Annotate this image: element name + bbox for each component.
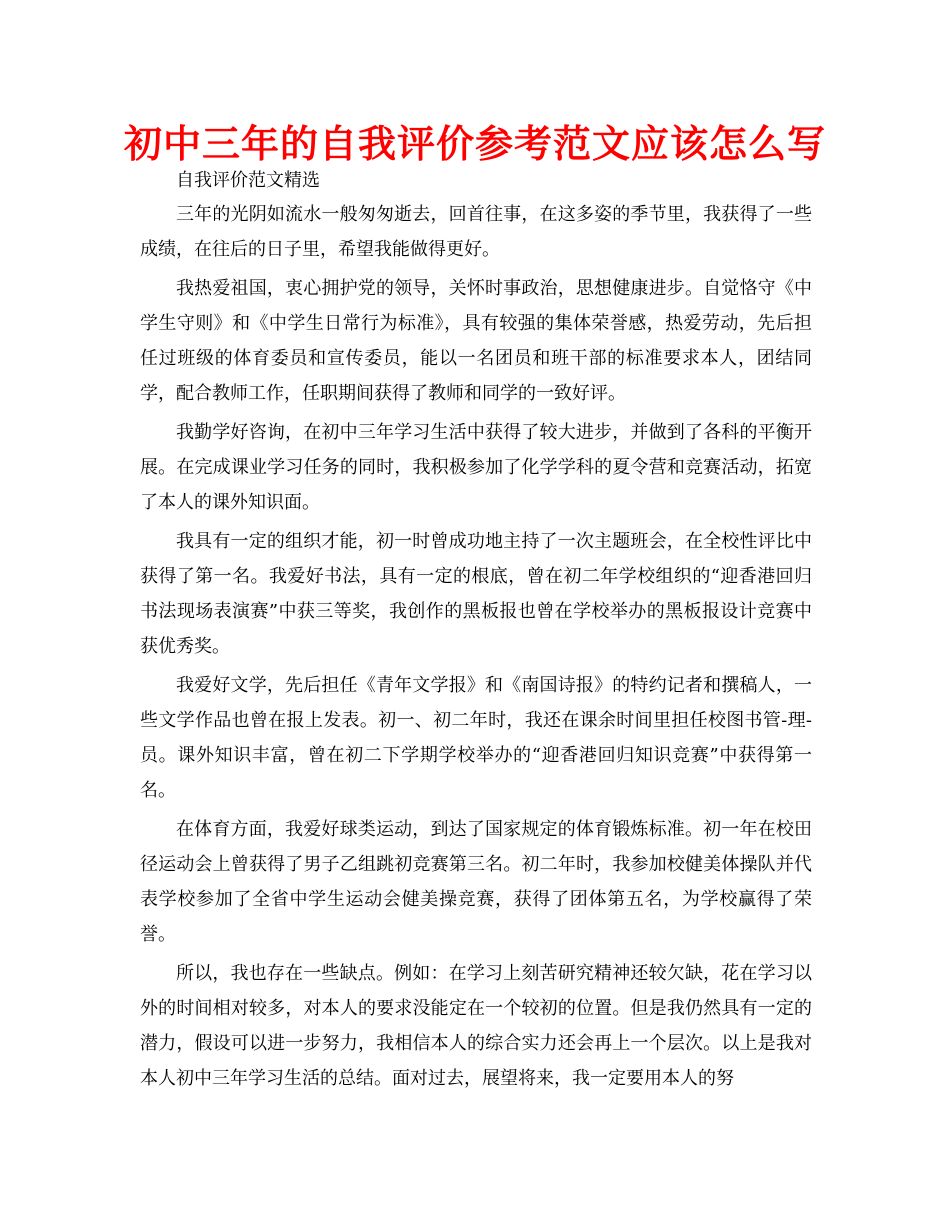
paragraph-intro: 三年的光阴如流水一般匆匆逝去，回首往事，在这多姿的季节里，我获得了一些成绩，在往后的日子里，希望我能做得更好。: [140, 204, 812, 260]
document-body: [140, 165, 812, 1100]
paragraph-literature: 我爱好文学，先后担任《青年文学报》和《南国诗报》的特约记者和撰稿人，一些文学作品也曾在报上发表。初一、初二年时，我还在课余时间里担任校图书管-理-员。课外知识丰富，曾在初二下学期学校举办的“迎香港回归知识竞赛”中获得第一名。: [140, 675, 812, 801]
paragraph-organization: 我具有一定的组织才能，初一时曾成功地主持了一次主题班会，在全校性评比中获得了第一名。我爱好书法，具有一定的根底，曾在初二年学校组织的“迎香港回归书法现场表演赛”中获三等奖，我创作的黑板报也曾在学校举办的黑板报设计竞赛中获优秀奖。: [140, 531, 812, 657]
document-title: 初中三年的自我评价参考范文应该怎么写: [123, 121, 826, 166]
paragraph-study: 我勤学好咨询，在初中三年学习生活中获得了较大进步，并做到了各科的平衡开展。在完成课业学习任务的同时，我积极参加了化学学科的夏令营和竞赛活动，拓宽了本人的课外知识面。: [140, 422, 812, 513]
paragraph-sports: 在体育方面，我爱好球类运动，到达了国家规定的体育锻炼标准。初一年在校田径运动会上曾获得了男子乙组跳初竞赛第三名。初二年时，我参加校健美体操队并代表学校参加了全省中学生运动会健美操竞赛，获得了团体第五名，为学校赢得了荣誉。: [140, 819, 812, 945]
document-subtitle: 自我评价范文精选: [176, 170, 320, 191]
paragraph-ideology: 我热爱祖国，衷心拥护党的领导，关怀时事政治，思想健康进步。自觉恪守《中学生守则》和《中学生日常行为标准》，具有较强的集体荣誉感，热爱劳动，先后担任过班级的体育委员和宣传委员，能以一名团员和班干部的标准要求本人，团结同学，配合教师工作，任职期间获得了教师和同学的一致好评。: [140, 278, 812, 404]
paragraph-shortcomings: 所以，我也存在一些缺点。例如：在学习上刻苦研究精神还较欠缺，花在学习以外的时间相对较多，对本人的要求没能定在一个较初的位置。但是我仍然具有一定的潜力，假设可以进一步努力，我相信本人的综合实力还会再上一个层次。以上是我对本人初中三年学习生活的总结。面对过去，展望将来，我一定要用本人的努: [140, 963, 812, 1089]
